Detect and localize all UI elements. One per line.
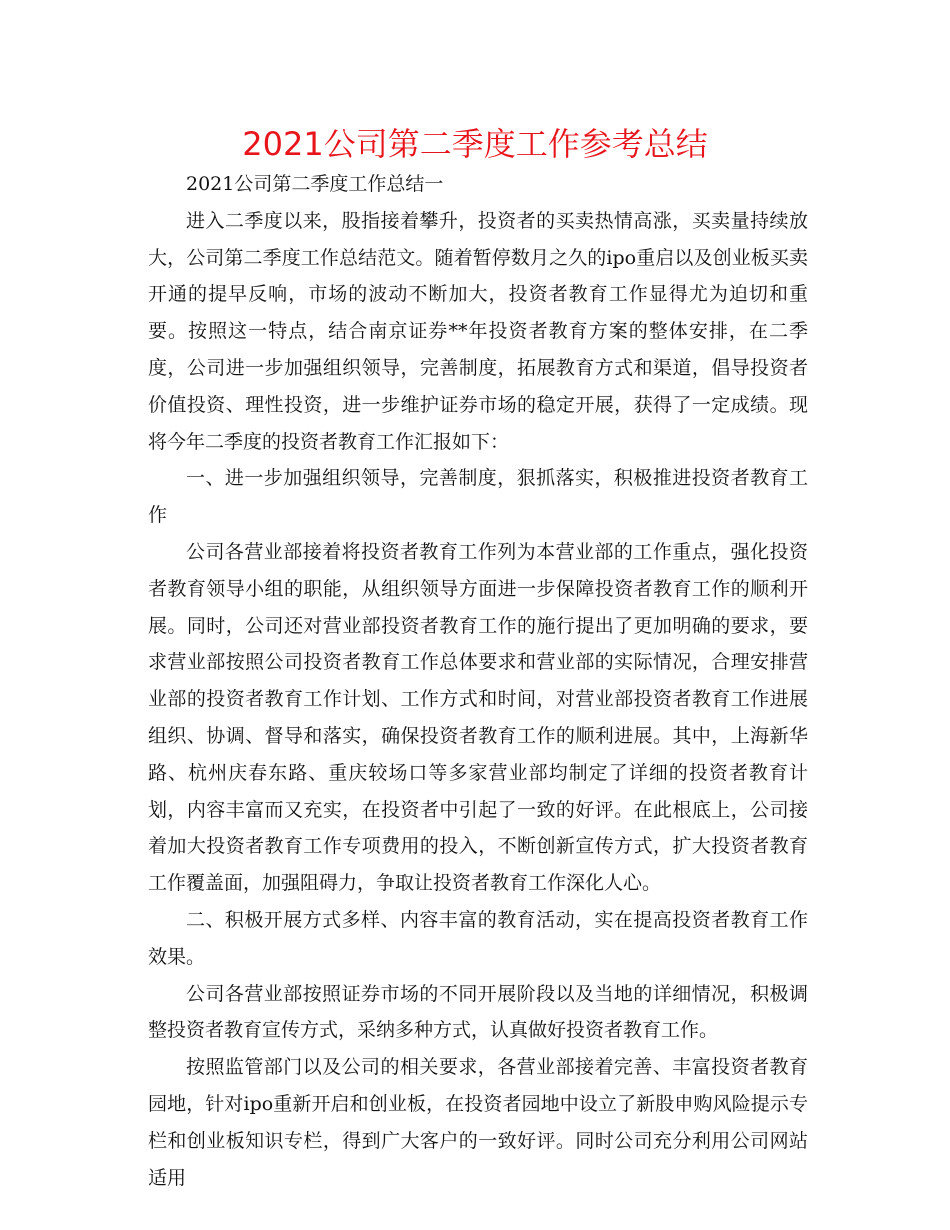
- document-body: [148, 166, 808, 1196]
- section-heading-1: 一、进一步加强组织领导，完善制度，狠抓落实，积极推进投资者教育工作: [148, 467, 808, 527]
- paragraph-section-1: 公司各营业部接着将投资者教育工作列为本营业部的工作重点，强化投资者教育领导小组的职能，从组织领导方面进一步保障投资者教育工作的顺利开展。同时，公司还对营业部投资者教育工作的施行提出了更加明确的要求，要求营业部按照公司投资者教育工作总体要求和营业部的实际情况，合理安排营业部的投资者教育工作计划、工作方式和时间，对营业部投资者教育工作进展组织、协调、督导和落实，确保投资者教育工作的顺利进展。其中，上海新华路、杭州庆春东路、重庆较场口等多家营业部均制定了详细的投资者教育计划，内容丰富而又充实，在投资者中引起了一致的好评。在此根底上，公司接着加大投资者教育工作专项费用的投入，不断创新宣传方式，扩大投资者教育工作覆盖面，加强阻碍力，争取让投资者教育工作深化人心。: [148, 540, 808, 895]
- document-title: 2021公司第二季度工作参考总结: [242, 125, 708, 163]
- paragraph-intro: 进入二季度以来，股指接着攀升，投资者的买卖热情高涨，买卖量持续放大，公司第二季度工作总结范文。随着暂停数月之久的ipo重启以及创业板买卖开通的提早反响，市场的波动不断加大，投资者教育工作显得尤为迫切和重要。按照这一特点，结合南京证券**年投资者教育方案的整体安排，在二季度，公司进一步加强组织领导，完善制度，拓展教育方式和渠道，倡导投资者价值投资、理性投资，进一步维护证券市场的稳定开展，获得了一定成绩。现将今年二季度的投资者教育工作汇报如下：: [148, 209, 808, 453]
- section-heading-2: 二、积极开展方式多样、内容丰富的教育活动，实在提高投资者教育工作效果。: [148, 908, 808, 968]
- paragraph-section-2a: 公司各营业部按照证券市场的不同开展阶段以及当地的详细情况，积极调整投资者教育宣传方式，采纳多种方式，认真做好投资者教育工作。: [148, 982, 808, 1042]
- paragraph-section-2b: 按照监管部门以及公司的相关要求，各营业部接着完善、丰富投资者教育园地，针对ipo重新开启和创业板，在投资者园地中设立了新股申购风险提示专栏和创业板知识专栏，得到广大客户的一致好评。同时公司充分利用公司网站适用: [148, 1056, 808, 1189]
- paragraph-subtitle: 2021公司第二季度工作总结一: [186, 173, 444, 195]
